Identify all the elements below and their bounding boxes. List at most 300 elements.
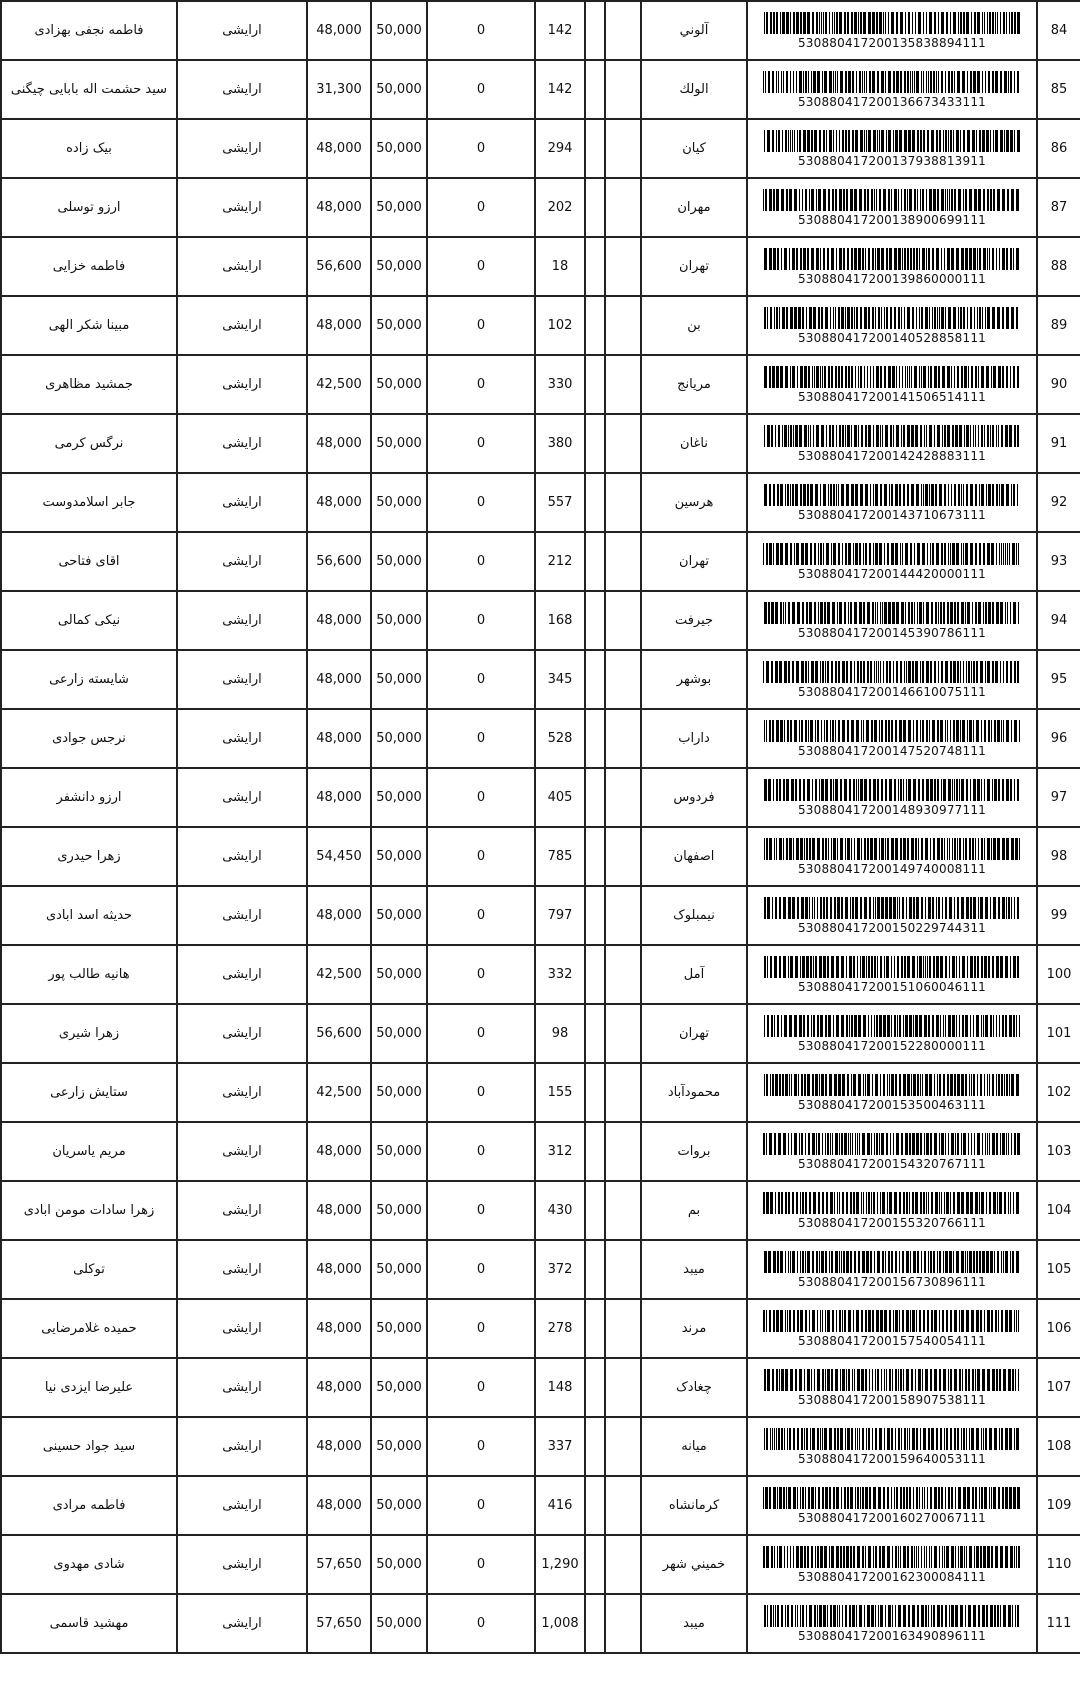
barcode-bar	[984, 1074, 985, 1096]
recipient-name-cell: هانیه طالب پور	[1, 945, 177, 1004]
barcode-bar	[836, 1310, 837, 1332]
barcode-bar	[1008, 1192, 1009, 1214]
barcode-bar	[826, 425, 827, 447]
barcode-bar	[947, 838, 948, 860]
barcode-bar	[872, 1369, 873, 1391]
barcode-bar	[875, 1546, 877, 1568]
barcode-cell	[747, 945, 1037, 1004]
barcode-bar	[891, 1015, 892, 1037]
barcode-bar	[879, 720, 880, 742]
price-cell: 56,600	[307, 237, 371, 296]
barcode-bar	[804, 1074, 806, 1096]
barcode-bar	[834, 12, 835, 34]
barcode-bar	[875, 484, 878, 506]
row-index-cell: 99	[1037, 886, 1080, 945]
row-index-cell: 89	[1037, 296, 1080, 355]
barcode-bar	[806, 956, 809, 978]
fee-cell: 50,000	[371, 532, 427, 591]
barcode-bar	[803, 12, 806, 34]
barcode-bar	[992, 956, 994, 978]
barcode-bar	[826, 1192, 828, 1214]
barcode-bar	[846, 956, 847, 978]
price-cell: 48,000	[307, 178, 371, 237]
barcode-bar	[995, 130, 998, 152]
barcode-bar	[930, 71, 932, 93]
barcode-bar	[1018, 602, 1019, 624]
barcode-bar	[865, 543, 867, 565]
barcode-bar	[857, 1369, 860, 1391]
barcode-bar	[942, 897, 943, 919]
barcode-bar	[797, 130, 798, 152]
barcode-bar	[948, 1487, 950, 1509]
barcode-bar	[1017, 484, 1018, 506]
barcode-bar	[994, 720, 996, 742]
barcode-bar	[854, 602, 857, 624]
barcode-bar	[1011, 897, 1012, 919]
barcode-bar	[835, 1133, 838, 1155]
barcode-bar	[926, 1192, 927, 1214]
barcode-bar	[1017, 1487, 1020, 1509]
barcode-bar	[984, 1310, 985, 1332]
barcode-bar	[884, 1310, 887, 1332]
barcode-bar	[1005, 425, 1008, 447]
barcode-bar	[979, 1251, 981, 1273]
barcode-bar	[958, 1487, 961, 1509]
barcode-bar	[1018, 1546, 1020, 1568]
barcode-bar	[1016, 1310, 1017, 1332]
barcode-bar	[873, 484, 874, 506]
barcode-bar	[957, 1192, 960, 1214]
barcode-bar	[865, 1369, 867, 1391]
barcode-bar	[836, 1487, 839, 1509]
barcode-bar	[785, 1251, 786, 1273]
barcode-bar	[825, 1369, 826, 1391]
table-row	[1, 1063, 1080, 1122]
barcode-bar	[937, 1074, 938, 1096]
barcode-bar	[823, 897, 825, 919]
barcode-bar	[788, 897, 791, 919]
barcode-bar	[972, 602, 973, 624]
recipient-name-cell: جمشید مظاهری	[1, 355, 177, 414]
barcode-bar	[768, 1251, 771, 1273]
barcode-bar	[871, 720, 873, 742]
table-row	[1, 60, 1080, 119]
barcode-bar	[840, 1546, 842, 1568]
barcode-bar	[784, 1428, 785, 1450]
barcode-bar	[897, 897, 898, 919]
barcode-bar	[872, 12, 875, 34]
barcode-bar	[763, 1133, 765, 1155]
barcode-bars	[763, 602, 1021, 624]
barcode-bar	[955, 425, 958, 447]
barcode-bar	[769, 838, 772, 860]
barcode-bar	[1008, 1369, 1011, 1391]
barcode-bar	[982, 12, 983, 34]
barcode-bar	[895, 484, 898, 506]
barcode-bar	[907, 1428, 908, 1450]
barcode-bar	[826, 720, 828, 742]
barcode	[748, 130, 1036, 168]
barcode-bar	[940, 1428, 942, 1450]
barcode-bar	[895, 838, 898, 860]
barcode-bar	[997, 307, 1000, 329]
barcode-bar	[799, 189, 800, 211]
barcode-bar	[839, 12, 842, 34]
barcode-bar	[767, 1015, 769, 1037]
empty-cell	[605, 1181, 641, 1240]
barcode-bar	[999, 1369, 1001, 1391]
barcode-bar	[842, 130, 844, 152]
barcode-bar	[1006, 1133, 1007, 1155]
barcode-bar	[934, 1133, 937, 1155]
barcode-bar	[842, 543, 843, 565]
fee-cell: 50,000	[371, 60, 427, 119]
barcode-bar	[943, 130, 944, 152]
barcode-bar	[1009, 543, 1010, 565]
barcode-bar	[1011, 484, 1012, 506]
barcode	[748, 602, 1036, 640]
barcode-bar	[877, 1369, 879, 1391]
barcode-bar	[796, 1192, 798, 1214]
barcode-bar	[946, 1310, 948, 1332]
barcode-bar	[764, 366, 767, 388]
barcode-bar	[793, 1428, 795, 1450]
barcode-bar	[893, 425, 894, 447]
barcode-bar	[880, 956, 882, 978]
barcode-bar	[807, 1074, 810, 1096]
barcode-bar	[957, 661, 959, 683]
barcode-bar	[912, 956, 915, 978]
barcode-bar	[986, 484, 987, 506]
barcode-bar	[1010, 956, 1011, 978]
barcode-bar	[885, 838, 886, 860]
barcode-bar	[808, 366, 810, 388]
barcode-bar	[839, 248, 842, 270]
barcode-bar	[793, 1546, 794, 1568]
barcode-bar	[810, 956, 812, 978]
barcode-bar	[996, 1369, 998, 1391]
barcode-bar	[997, 1251, 999, 1273]
barcode-bar	[899, 1310, 900, 1332]
barcode-bar	[966, 1310, 969, 1332]
barcode-bar	[928, 1428, 930, 1450]
category-cell: ارایشی	[177, 414, 307, 473]
barcode-bar	[895, 1251, 897, 1273]
barcode-bar	[863, 12, 866, 34]
barcode-bar	[865, 1546, 866, 1568]
barcode-number: 530880417200154320767111	[797, 1156, 987, 1171]
barcode-bar	[860, 779, 863, 801]
empty-cell	[585, 827, 605, 886]
barcode-bar	[874, 1133, 875, 1155]
barcode-bar	[802, 1605, 804, 1627]
barcode-bar	[821, 425, 824, 447]
recipient-name-cell: مریم یاسریان	[1, 1122, 177, 1181]
barcode-bar	[778, 71, 779, 93]
discount-cell: 0	[427, 650, 535, 709]
barcode-bar	[895, 1428, 896, 1450]
barcode-bar	[1005, 1310, 1008, 1332]
barcode-bar	[861, 1369, 864, 1391]
barcode-bar	[932, 307, 933, 329]
barcode-bar	[975, 425, 976, 447]
barcode-bar	[805, 71, 807, 93]
barcode-number: 530880417200152280000111	[797, 1038, 987, 1053]
barcode-bar	[954, 1369, 957, 1391]
barcode-bar	[916, 307, 917, 329]
price-cell: 48,000	[307, 1240, 371, 1299]
barcode-bar	[951, 189, 953, 211]
city-cell: میبد	[641, 1240, 747, 1299]
barcode-number: 530880417200163490896111	[797, 1628, 987, 1643]
barcode-bar	[869, 897, 871, 919]
barcode-bar	[981, 1015, 982, 1037]
barcode-bar	[885, 1251, 886, 1273]
barcode-bar	[901, 602, 904, 624]
barcode-bar	[811, 248, 814, 270]
barcode-bar	[974, 12, 976, 34]
barcode-number: 530880417200159640053111	[797, 1451, 987, 1466]
barcode-bar	[910, 248, 912, 270]
price-cell: 48,000	[307, 1417, 371, 1476]
barcode-bar	[868, 1546, 871, 1568]
barcode-bar	[824, 602, 826, 624]
barcode-bar	[771, 661, 773, 683]
barcode-bar	[873, 366, 874, 388]
barcode-bar	[832, 425, 834, 447]
barcode-bar	[800, 838, 803, 860]
barcode-bar	[876, 1015, 878, 1037]
barcode-bar	[851, 720, 854, 742]
barcode-bar	[912, 1133, 915, 1155]
barcode-bar	[996, 602, 999, 624]
barcode-bar	[964, 366, 967, 388]
barcode-bar	[839, 1133, 840, 1155]
barcode-bar	[773, 248, 776, 270]
barcode-bar	[764, 130, 765, 152]
barcode-bar	[889, 1310, 891, 1332]
barcode-bar	[779, 1074, 781, 1096]
barcode-bar	[888, 189, 890, 211]
barcode-bar	[798, 1074, 799, 1096]
barcode-bar	[927, 956, 928, 978]
barcode-bar	[973, 897, 976, 919]
barcode-bar	[1002, 838, 1005, 860]
barcode-bar	[875, 602, 876, 624]
barcode-bar	[995, 1310, 997, 1332]
barcode-bar	[877, 956, 878, 978]
barcode-bar	[928, 1605, 929, 1627]
barcode-bar	[780, 1251, 783, 1273]
barcode-bar	[862, 71, 863, 93]
barcode-bar	[1010, 71, 1012, 93]
barcode-bar	[880, 1192, 881, 1214]
barcode-bar	[873, 543, 874, 565]
barcode-bar	[888, 12, 889, 34]
barcode-bar	[975, 366, 977, 388]
barcode-bar	[881, 130, 884, 152]
barcode-bar	[967, 71, 968, 93]
barcode-bar	[1002, 779, 1004, 801]
barcode-bar	[941, 1133, 944, 1155]
count-cell: 330	[535, 355, 585, 414]
barcode-bar	[854, 425, 857, 447]
barcode-bar	[1006, 12, 1007, 34]
barcode-bar	[807, 1015, 809, 1037]
barcode-bar	[980, 1546, 982, 1568]
barcode-bar	[851, 1074, 852, 1096]
price-cell: 48,000	[307, 1476, 371, 1535]
barcode-bar	[833, 838, 836, 860]
price-cell: 48,000	[307, 1358, 371, 1417]
price-cell: 48,000	[307, 296, 371, 355]
barcode-bar	[879, 130, 880, 152]
barcode-bar	[768, 602, 770, 624]
barcode-bar	[954, 366, 955, 388]
barcode-cell	[747, 532, 1037, 591]
barcode-bar	[814, 543, 816, 565]
barcode-bar	[906, 1251, 909, 1273]
barcode-bar	[965, 1074, 967, 1096]
barcode-bar	[913, 897, 915, 919]
barcode-bar	[994, 1251, 995, 1273]
barcode-bar	[860, 484, 863, 506]
barcode-bar	[960, 720, 961, 742]
barcode-bar	[921, 1546, 922, 1568]
barcode-bar	[800, 1487, 801, 1509]
barcode-bar	[923, 956, 924, 978]
barcode-bar	[904, 956, 906, 978]
barcode-bar	[918, 1369, 921, 1391]
barcode-bar	[883, 1015, 886, 1037]
discount-cell: 0	[427, 1181, 535, 1240]
barcode-bar	[914, 189, 916, 211]
barcode-bar	[780, 1310, 783, 1332]
barcode-bar	[766, 661, 769, 683]
barcode-bar	[782, 1074, 784, 1096]
barcode-bar	[885, 1605, 886, 1627]
barcode-bar	[849, 956, 852, 978]
barcode-bar	[938, 71, 939, 93]
barcode-bar	[981, 720, 982, 742]
barcode-bar	[941, 71, 943, 93]
barcode-bar	[903, 1546, 906, 1568]
barcode-bar	[969, 1251, 972, 1273]
barcode-bar	[789, 189, 792, 211]
barcode-bar	[972, 1369, 974, 1391]
barcode-bar	[859, 1133, 860, 1155]
barcode-bar	[852, 1369, 853, 1391]
barcode-bar	[992, 602, 994, 624]
barcode-bar	[1001, 543, 1002, 565]
barcode-bar	[766, 1133, 767, 1155]
barcode-bar	[825, 838, 827, 860]
barcode-bar	[845, 1428, 846, 1450]
barcode-bar	[806, 838, 808, 860]
barcode-bar	[812, 1310, 815, 1332]
barcode-bar	[767, 307, 768, 329]
barcode-bar	[1019, 1015, 1020, 1037]
barcode-bar	[962, 956, 965, 978]
barcode-bar	[766, 838, 768, 860]
discount-cell: 0	[427, 355, 535, 414]
empty-cell	[585, 1122, 605, 1181]
barcode-number: 530880417200138900699111	[797, 212, 987, 227]
table-row	[1, 355, 1080, 414]
barcode-bar	[988, 484, 991, 506]
barcode-bar	[772, 720, 774, 742]
barcode-bar	[773, 543, 774, 565]
barcode-bar	[790, 720, 792, 742]
barcode-bar	[799, 425, 802, 447]
barcode-bar	[1008, 71, 1009, 93]
barcode-bar	[907, 71, 909, 93]
barcode-bar	[1010, 248, 1012, 270]
barcode-bar	[866, 720, 869, 742]
barcode-bar	[776, 720, 779, 742]
fee-cell: 50,000	[371, 1, 427, 60]
barcode-bar	[837, 1605, 838, 1627]
barcode-bars	[763, 1487, 1021, 1509]
barcode-bar	[964, 1546, 965, 1568]
barcode-bar	[804, 1428, 805, 1450]
barcode-bars	[763, 425, 1021, 447]
barcode-bar	[856, 1310, 859, 1332]
barcode-bar	[851, 1015, 853, 1037]
barcode-bar	[855, 130, 858, 152]
row-index-cell: 100	[1037, 945, 1080, 1004]
barcode-bar	[882, 1546, 885, 1568]
barcode-bar	[987, 543, 990, 565]
barcode-bar	[951, 1487, 953, 1509]
barcode-bar	[880, 661, 881, 683]
barcode-bar	[992, 1074, 994, 1096]
barcode-bar	[871, 956, 873, 978]
barcode-bar	[945, 661, 948, 683]
barcode-bar	[895, 1310, 898, 1332]
barcode-bar	[953, 1192, 955, 1214]
barcode-bar	[963, 130, 965, 152]
discount-cell: 0	[427, 532, 535, 591]
barcode-bar	[864, 838, 866, 860]
barcode-bar	[926, 189, 927, 211]
barcode-bar	[779, 897, 781, 919]
barcode-bar	[925, 307, 928, 329]
barcode-bar	[961, 1192, 964, 1214]
barcode-bar	[772, 897, 773, 919]
barcode-bar	[932, 897, 934, 919]
row-index-cell: 109	[1037, 1476, 1080, 1535]
category-cell: ارایشی	[177, 1299, 307, 1358]
barcode-bar	[941, 1487, 943, 1509]
barcode-bar	[807, 12, 810, 34]
barcode-bar	[906, 1369, 909, 1391]
barcode-bar	[843, 248, 845, 270]
barcode-bar	[904, 307, 905, 329]
fee-cell: 50,000	[371, 827, 427, 886]
barcode-bar	[863, 602, 865, 624]
barcode-bar	[979, 1192, 980, 1214]
count-cell: 1,290	[535, 1535, 585, 1594]
barcode-bar	[860, 130, 863, 152]
barcode-bar	[880, 484, 882, 506]
barcode-bar	[1014, 779, 1015, 801]
barcode-number: 530880417200147520748111	[797, 743, 987, 758]
row-index-cell: 87	[1037, 178, 1080, 237]
barcode-bar	[822, 838, 824, 860]
barcode-bar	[771, 1015, 773, 1037]
barcode-number: 530880417200160270067111	[797, 1510, 987, 1525]
